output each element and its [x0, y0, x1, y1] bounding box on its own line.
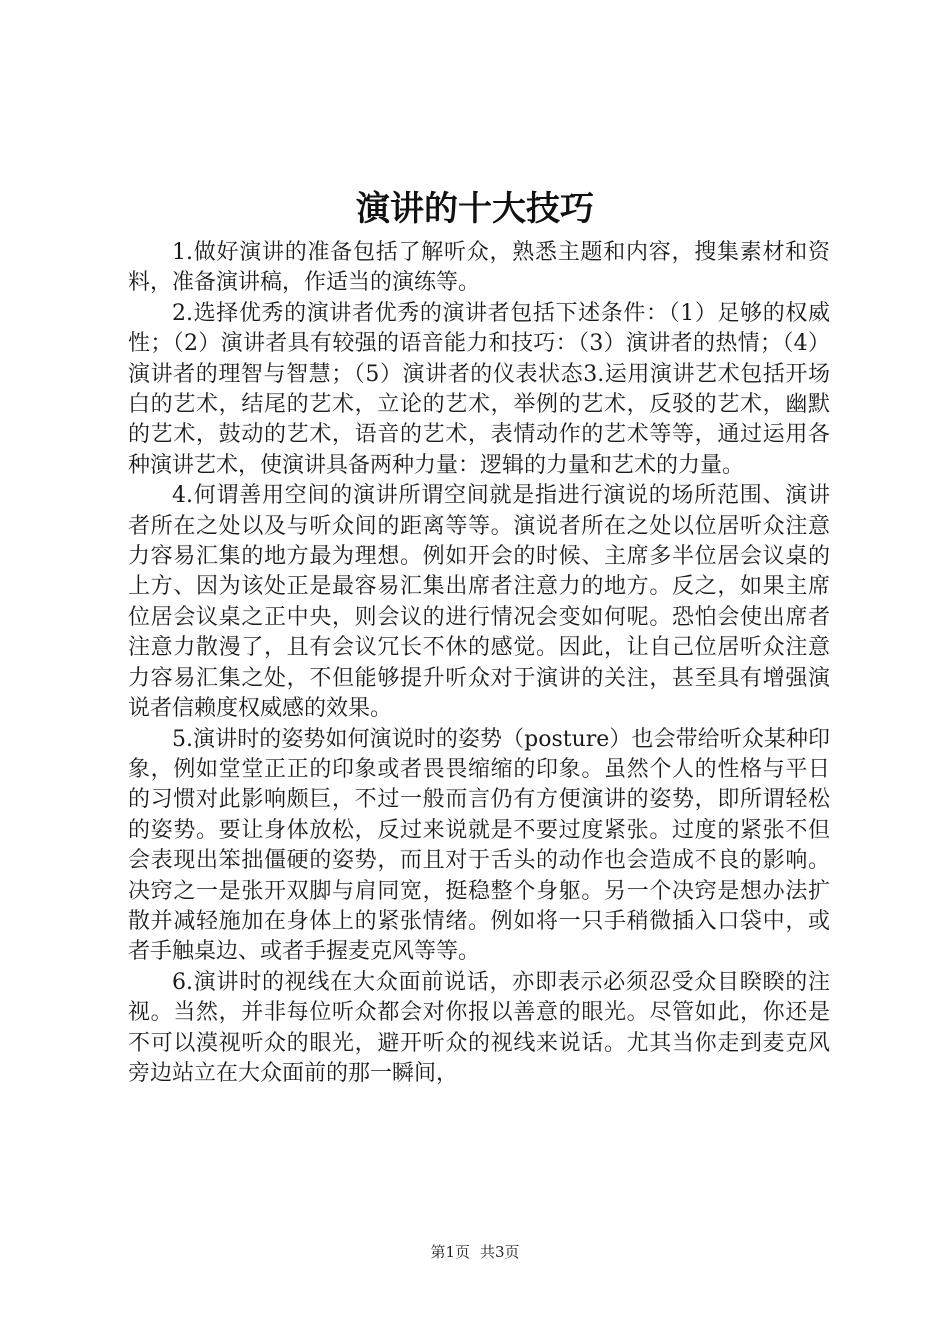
page-total: 共3页: [480, 1243, 520, 1261]
document-body: [128, 238, 830, 1089]
page-number: 第1页: [430, 1243, 470, 1261]
paragraph-2: 2.选择优秀的演讲者优秀的演讲者包括下述条件：（1）足够的权威性；（2）演讲者具有较强的语音能力和技巧：（3）演讲者的热情；（4）演讲者的理智与智慧；（5）演讲者的仪表状态3.运用演讲艺术包括开场白的艺术，结尾的艺术，立论的艺术，举例的艺术，反驳的艺术，幽默的艺术，鼓动的艺术，语音的艺术，表情动作的艺术等等，通过运用各种演讲艺术，使演讲具备两种力量：逻辑的力量和艺术的力量。: [128, 300, 830, 478]
document-title: 演讲的十大技巧: [356, 189, 594, 229]
paragraph-4: 5.演讲时的姿势如何演说时的姿势（posture）也会带给听众某种印象，例如堂堂正正的印象或者畏畏缩缩的印象。虽然个人的性格与平日的习惯对此影响颇巨，不过一般而言仍有方便演讲的姿势，即所谓轻松的姿势。要让身体放松，反过来说就是不要过度紧张。过度的紧张不但会表现出笨拙僵硬的姿势，而且对于舌头的动作也会造成不良的影响。决窍之一是张开双脚与肩同宽，挺稳整个身躯。另一个决窍是想办法扩散并减轻施加在身体上的紧张情绪。例如将一只手稍微插入口袋中，或者手触桌边、或者手握麦克风等等。: [128, 726, 830, 965]
paragraph-3: 4.何谓善用空间的演讲所谓空间就是指进行演说的场所范围、演讲者所在之处以及与听众间的距离等等。演说者所在之处以位居听众注意力容易汇集的地方最为理想。例如开会的时候、主席多半位居会议桌的上方、因为该处正是最容易汇集出席者注意力的地方。反之，如果主席位居会议桌之正中央，则会议的进行情况会变如何呢。恐怕会使出席者注意力散漫了，且有会议冗长不休的感觉。因此，让自己位居听众注意力容易汇集之处，不但能够提升听众对于演讲的关注，甚至具有增强演说者信赖度权威感的效果。: [128, 483, 830, 722]
paragraph-5: 6.演讲时的视线在大众面前说话，亦即表示必须忍受众目睽睽的注视。当然，并非每位听众都会对你报以善意的眼光。尽管如此，你还是不可以漠视听众的眼光，避开听众的视线来说话。尤其当你走到麦克风旁边站立在大众面前的那一瞬间，: [128, 969, 830, 1086]
paragraph-1: 1.做好演讲的准备包括了解听众，熟悉主题和内容，搜集素材和资料，准备演讲稿，作适当的演练等。: [128, 240, 830, 296]
page-footer: [0, 1240, 950, 1264]
